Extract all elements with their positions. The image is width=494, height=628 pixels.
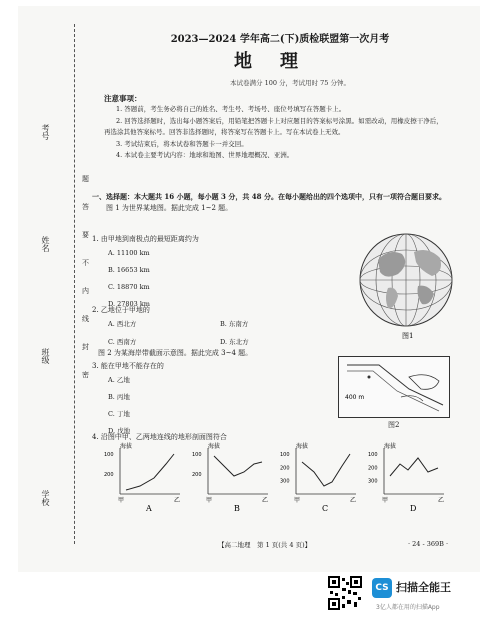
page-footer: 【高二地理 第 1 页(共 4 页)】 [218, 541, 312, 549]
profile-end-label: 乙 [350, 497, 357, 504]
profile-option-letter: B [234, 504, 240, 512]
option: D. 27803 km [108, 300, 150, 308]
label-class: 班级 [41, 348, 50, 364]
profile-line [302, 454, 350, 486]
option: D. 东北方 [220, 338, 249, 346]
app-tagline: 3亿人都在用的扫描App [376, 604, 440, 611]
option: C. 西南方 [108, 338, 137, 346]
intro-q3-4: 图 2 为某海岸带截面示意图。据此完成 3~4 题。 [98, 349, 253, 357]
option: B. 丙地 [108, 393, 130, 401]
question-4-stem: 4. 沿图中甲、乙两地连线的地形剖面图符合 [92, 433, 227, 441]
profile-charts [100, 442, 450, 512]
seal-char: 密 [82, 371, 89, 379]
subject-title: 地理 [234, 51, 326, 72]
profile-panel [368, 442, 444, 512]
question-stem: 1. 由甲地到南极点的最短距离约为 [92, 235, 199, 243]
profile-tick-label: 300 [368, 478, 378, 485]
profile-tick-label: 300 [280, 478, 290, 485]
profile-start-label: 甲 [118, 497, 125, 504]
profile-line [214, 456, 262, 476]
profile-ylabel: 海拔 [296, 443, 309, 450]
seal-char: 答 [82, 203, 89, 211]
profile-ylabel: 海拔 [384, 443, 397, 450]
question-stem: 3. 能在甲地不能存在的 [92, 362, 164, 370]
profile-panel [192, 442, 268, 512]
profile-tick-label: 100 [280, 452, 290, 458]
label-exam-number: 考号 [41, 124, 50, 140]
question-stem: 2. 乙地位于甲地的 [92, 306, 150, 314]
profile-line [390, 458, 438, 476]
seal-char: 封 [82, 343, 89, 351]
profile-option-letter: C [322, 504, 329, 512]
scanner-watermark [328, 576, 488, 616]
profile-ylabel: 海拔 [120, 443, 133, 450]
option: B. 16653 km [108, 266, 150, 274]
label-name: 姓名 [41, 236, 50, 252]
app-name: 扫描全能王 [396, 581, 451, 594]
camscanner-logo-icon: CS [372, 578, 392, 598]
seal-line [74, 24, 75, 544]
profile-end-label: 乙 [262, 497, 269, 504]
notice-item: 1. 答题前，考生务必将自己的姓名、考生号、考场号、座位号填写在答题卡上。 [116, 105, 346, 113]
profile-tick-label: 100 [368, 452, 378, 458]
notice-list [104, 104, 448, 162]
notice-item: 3. 考试结束后，将本试卷和答题卡一并交回。 [116, 139, 248, 148]
profile-tick-label: 200 [104, 472, 114, 478]
profile-option-letter: A [146, 504, 152, 512]
profile-panel [104, 442, 180, 512]
option: B. 东南方 [220, 320, 249, 328]
profile-start-label: 甲 [294, 497, 301, 504]
profile-tick-label: 200 [280, 465, 290, 472]
option: A. 乙地 [108, 376, 130, 384]
exam-header: 2023—2024 学年高二(下)质检联盟第一次月考 [170, 34, 390, 45]
label-school: 学校 [41, 490, 50, 506]
seal-char: 要 [82, 231, 89, 239]
page-code: · 24 - 369B · [408, 540, 449, 548]
profile-option-letter: D [410, 504, 417, 512]
option: A. 11100 km [108, 249, 150, 257]
notice-item: 4. 本试卷主要考试内容：地球和地图、世界地理概况、亚洲。 [116, 151, 294, 159]
profile-tick-label: 200 [368, 465, 378, 472]
profile-options [100, 442, 450, 512]
figure-1-caption: 图1 [402, 332, 414, 340]
profile-start-label: 甲 [382, 497, 389, 504]
coast-section-graphic [339, 357, 449, 417]
question-1 [92, 234, 352, 313]
seal-char: 不 [82, 259, 89, 267]
qr-code-icon [328, 576, 362, 610]
figure-2-diagram [338, 356, 450, 418]
profile-tick-label: 100 [192, 452, 202, 458]
profile-start-label: 甲 [206, 497, 213, 504]
section-intro: 图 1 为世界某地图。据此完成 1~2 题。 [106, 203, 233, 212]
option: D. 戊地 [108, 427, 131, 435]
notice-item: 2. 回答选择题时，选出每小题答案后，用铅笔把答题卡上对应题目的答案标号涂黑。如需改动，用橡皮擦干净后，再选涂其他答案标号。回答非选择题时，将答案写在答题卡上。写在本试卷上无效。 [104, 116, 443, 136]
notice-heading: 注意事项： [104, 94, 142, 103]
exam-note: 本试卷满分 100 分，考试用时 75 分钟。 [230, 79, 350, 87]
seal-char: 题 [82, 175, 89, 183]
seal-char: 内 [82, 287, 89, 295]
seal-char: 线 [82, 315, 89, 323]
profile-tick-label: 200 [192, 472, 202, 478]
profile-panel [280, 442, 356, 512]
question-3 [92, 361, 332, 440]
profile-line [126, 454, 174, 490]
figure-1-map [358, 230, 454, 340]
figure-2-caption: 图2 [388, 421, 400, 429]
depth-label: 400 m [345, 394, 365, 401]
binding-margin [24, 6, 89, 552]
option: A. 西北方 [108, 320, 137, 328]
section-heading [92, 191, 454, 214]
profile-tick-label: 100 [104, 452, 114, 458]
world-map-graphic [358, 230, 454, 340]
section-title: 一、选择题：本大题共 16 小题，每小题 3 分，共 48 分。在每小题给出的四个选项中，只有一项符合题目要求。 [92, 192, 446, 201]
profile-end-label: 乙 [438, 497, 445, 504]
profile-end-label: 乙 [174, 497, 181, 504]
option: C. 丁地 [108, 410, 130, 418]
option: C. 18870 km [108, 283, 150, 291]
profile-ylabel: 海拔 [208, 443, 221, 450]
